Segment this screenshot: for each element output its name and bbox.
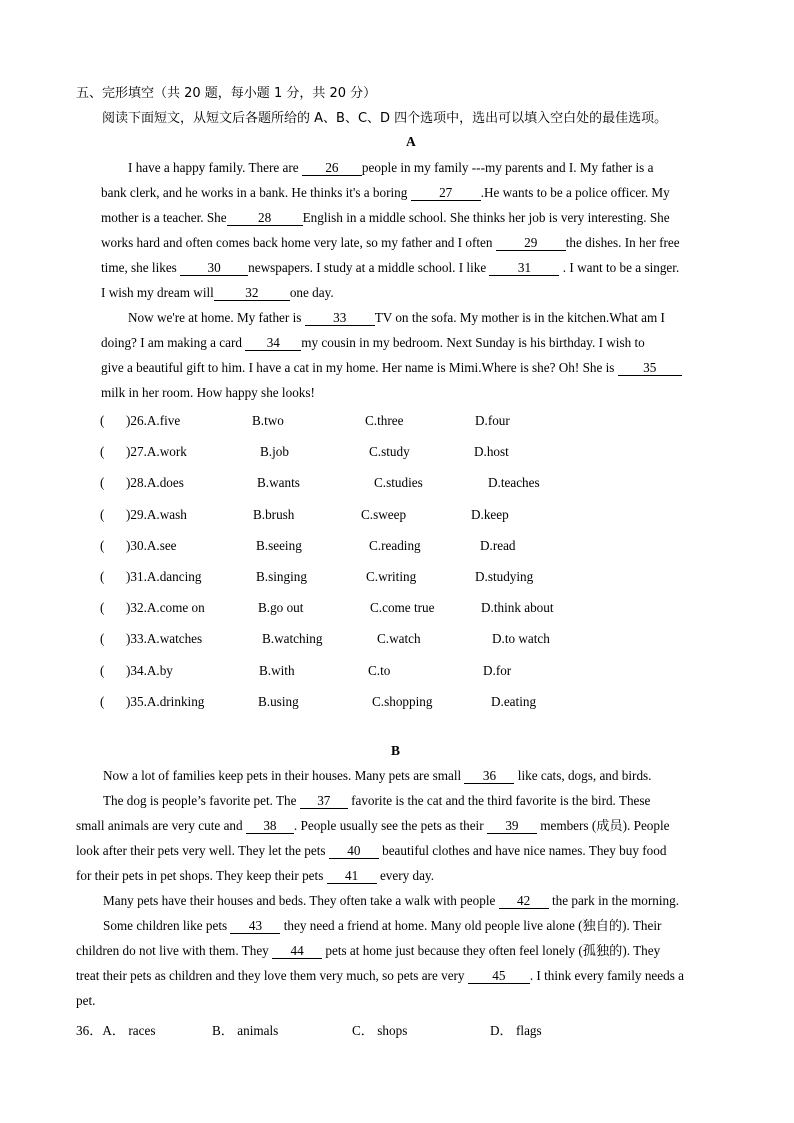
passage-line: Many pets have their houses and beds. They often take a walk with people 42 the park in the morning. bbox=[103, 893, 680, 908]
option-c[interactable]: C.writing bbox=[366, 569, 417, 584]
passage-line: doing? I am making a card 34 my cousin in my bedroom. Next Sunday is his birthday. I wish to bbox=[101, 335, 645, 350]
option-b[interactable]: B.brush bbox=[253, 507, 295, 522]
passage-line: works hard and often comes back home very late, so my father and I often 29 the dishes. In her free bbox=[101, 235, 680, 250]
blank-33[interactable]: 33 bbox=[305, 311, 375, 326]
passage-b-title: B bbox=[391, 743, 401, 758]
answer-paren[interactable]: ( bbox=[100, 538, 105, 553]
answer-paren[interactable]: ( bbox=[100, 413, 105, 428]
blank-42[interactable]: 42 bbox=[499, 894, 549, 909]
option-c[interactable]: C.sweep bbox=[361, 507, 407, 522]
question-row bbox=[0, 694, 794, 712]
option-d[interactable]: D.studying bbox=[475, 569, 534, 584]
option-b[interactable]: B.job bbox=[260, 444, 289, 459]
blank-26[interactable]: 26 bbox=[302, 161, 362, 176]
passage-line: The dog is people’s favorite pet. The 37 favorite is the cat and the third favorite is the bird. These bbox=[103, 793, 651, 808]
blank-45[interactable]: 45 bbox=[468, 969, 530, 984]
option-c[interactable]: C.reading bbox=[369, 538, 421, 553]
option-c[interactable]: C.to bbox=[368, 663, 391, 678]
blank-37[interactable]: 37 bbox=[300, 794, 348, 809]
blank-30[interactable]: 30 bbox=[180, 261, 248, 276]
option-a[interactable]: )29.A.wash bbox=[126, 507, 187, 522]
passage-line: milk in her room. How happy she looks! bbox=[101, 385, 315, 400]
blank-36[interactable]: 36 bbox=[464, 769, 514, 784]
section-heading: 五、完形填空（共 20 题，每小题 1 分，共 20 分） bbox=[76, 86, 377, 101]
option-a[interactable]: )27.A.work bbox=[126, 444, 187, 459]
option-c[interactable]: C． shops bbox=[352, 1023, 408, 1038]
blank-27[interactable]: 27 bbox=[411, 186, 481, 201]
blank-38[interactable]: 38 bbox=[246, 819, 294, 834]
option-c[interactable]: C.watch bbox=[377, 631, 421, 646]
passage-line: mother is a teacher. She 28 English in a middle school. She thinks her job is very interesting. She bbox=[101, 210, 670, 225]
option-d[interactable]: D.for bbox=[483, 663, 512, 678]
blank-41[interactable]: 41 bbox=[327, 869, 377, 884]
option-c[interactable]: C.studies bbox=[374, 475, 423, 490]
option-c[interactable]: C.three bbox=[365, 413, 404, 428]
blank-40[interactable]: 40 bbox=[329, 844, 379, 859]
blank-34[interactable]: 34 bbox=[245, 336, 301, 351]
option-a[interactable]: 36．A． races bbox=[76, 1023, 156, 1038]
option-b[interactable]: B.two bbox=[252, 413, 284, 428]
blank-28[interactable]: 28 bbox=[227, 211, 303, 226]
option-b[interactable]: B.watching bbox=[262, 631, 323, 646]
passage-line: bank clerk, and he works in a bank. He thinks it's a boring 27 .He wants to be a police officer. My bbox=[101, 185, 670, 200]
passage-line: children do not live with them. They 44 pets at home just because they often feel lonely (孤独的). They bbox=[76, 943, 661, 958]
option-b[interactable]: B． animals bbox=[212, 1023, 279, 1038]
answer-paren[interactable]: ( bbox=[100, 569, 105, 584]
option-b[interactable]: B.wants bbox=[257, 475, 300, 490]
option-a[interactable]: )30.A.see bbox=[126, 538, 177, 553]
option-d[interactable]: D.teaches bbox=[488, 475, 540, 490]
option-b[interactable]: B.with bbox=[259, 663, 295, 678]
passage-line: look after their pets very well. They let the pets 40 beautiful clothes and have nice names. They buy food bbox=[76, 843, 667, 858]
option-a[interactable]: )28.A.does bbox=[126, 475, 184, 490]
instructions: 阅读下面短文，从短文后各题所给的 A、B、C、D 四个选项中，选出可以填入空白处的最佳选项。 bbox=[102, 111, 668, 126]
option-b[interactable]: B.go out bbox=[258, 600, 304, 615]
passage-line: treat their pets as children and they love them very much, so pets are very 45 . I think every family needs a bbox=[76, 968, 684, 983]
blank-29[interactable]: 29 bbox=[496, 236, 566, 251]
option-d[interactable]: D.to watch bbox=[492, 631, 550, 646]
passage-line: Now a lot of families keep pets in their houses. Many pets are small 36 like cats, dogs, and birds. bbox=[103, 768, 652, 783]
option-d[interactable]: D.eating bbox=[491, 694, 537, 709]
passage-line: pet. bbox=[76, 993, 96, 1008]
question-row bbox=[0, 569, 794, 587]
question-row bbox=[0, 413, 794, 431]
option-d[interactable]: D.keep bbox=[471, 507, 509, 522]
passage-line: give a beautiful gift to him. I have a cat in my home. Her name is Mimi.Where is she? Oh! She is 35 bbox=[101, 360, 682, 376]
question-row bbox=[0, 631, 794, 649]
passage-line: time, she likes 30 newspapers. I study at a middle school. I like 31 . I want to be a singer. bbox=[101, 260, 680, 275]
option-a[interactable]: )26.A.five bbox=[126, 413, 181, 428]
option-c[interactable]: C.shopping bbox=[372, 694, 433, 709]
option-c[interactable]: C.study bbox=[369, 444, 410, 459]
option-d[interactable]: D.host bbox=[474, 444, 509, 459]
question-row bbox=[0, 475, 794, 493]
answer-paren[interactable]: ( bbox=[100, 694, 105, 709]
passage-line: small animals are very cute and 38 . People usually see the pets as their 39 members (成员). People bbox=[76, 818, 670, 833]
question-row bbox=[0, 663, 794, 681]
option-b[interactable]: B.seeing bbox=[256, 538, 302, 553]
passage-line: Now we're at home. My father is 33 TV on the sofa. My mother is in the kitchen.What am I bbox=[128, 310, 665, 325]
passage-line: I have a happy family. There are 26 people in my family ---my parents and I. My father is a bbox=[128, 160, 654, 175]
answer-paren[interactable]: ( bbox=[100, 631, 105, 646]
answer-paren[interactable]: ( bbox=[100, 444, 105, 459]
option-a[interactable]: )34.A.by bbox=[126, 663, 173, 678]
question-row bbox=[0, 444, 794, 462]
option-d[interactable]: D． flags bbox=[490, 1023, 542, 1038]
option-a[interactable]: )33.A.watches bbox=[126, 631, 203, 646]
answer-paren[interactable]: ( bbox=[100, 507, 105, 522]
option-d[interactable]: D.think about bbox=[481, 600, 554, 615]
blank-35[interactable]: 35 bbox=[618, 361, 682, 376]
blank-39[interactable]: 39 bbox=[487, 819, 537, 834]
option-b[interactable]: B.singing bbox=[256, 569, 307, 584]
answer-paren[interactable]: ( bbox=[100, 663, 105, 678]
passage-line: Some children like pets 43 they need a friend at home. Many old people live alone (独自的). Their bbox=[103, 918, 662, 933]
passage-line: I wish my dream will 32 one day. bbox=[101, 285, 334, 300]
blank-43[interactable]: 43 bbox=[230, 919, 280, 934]
option-d[interactable]: D.read bbox=[480, 538, 516, 553]
answer-paren[interactable]: ( bbox=[100, 600, 105, 615]
question-row bbox=[0, 538, 794, 556]
passage-line: for their pets in pet shops. They keep their pets 41 every day. bbox=[76, 868, 435, 883]
option-d[interactable]: D.four bbox=[475, 413, 510, 428]
question-row bbox=[0, 1020, 794, 1038]
answer-paren[interactable]: ( bbox=[100, 475, 105, 490]
option-a[interactable]: )31.A.dancing bbox=[126, 569, 202, 584]
question-row bbox=[0, 507, 794, 525]
blank-44[interactable]: 44 bbox=[272, 944, 322, 959]
option-a[interactable]: )32.A.come on bbox=[126, 600, 205, 615]
blank-32[interactable]: 32 bbox=[214, 286, 290, 301]
blank-31[interactable]: 31 bbox=[489, 261, 559, 276]
option-c[interactable]: C.come true bbox=[370, 600, 435, 615]
passage-a-title: A bbox=[406, 134, 416, 149]
question-row bbox=[0, 600, 794, 618]
option-a[interactable]: )35.A.drinking bbox=[126, 694, 205, 709]
option-b[interactable]: B.using bbox=[258, 694, 299, 709]
